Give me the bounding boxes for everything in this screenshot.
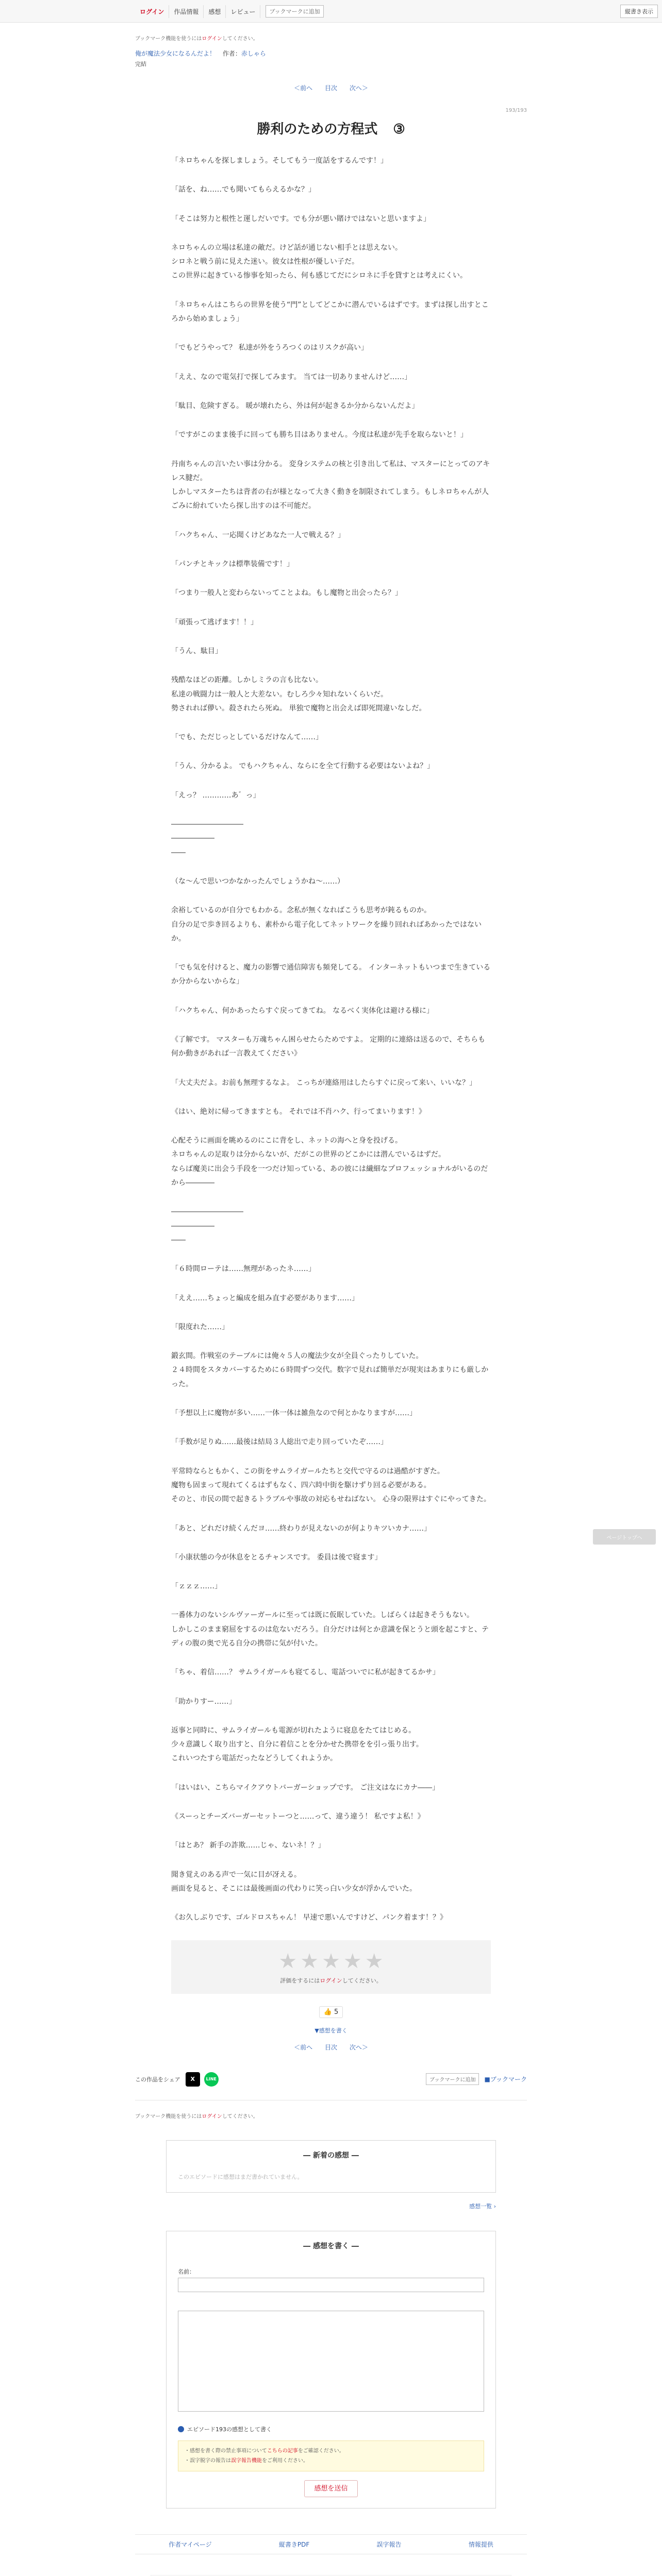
- star-rating: [171, 1950, 491, 1973]
- prev-link[interactable]: ＜前へ: [294, 84, 313, 92]
- review-warning: [178, 2441, 484, 2471]
- episode-title-text: 勝利のための方程式: [257, 122, 378, 137]
- body-paragraph: 「はとあ？ 新手の詐欺……じゃ、ないネ！？」: [171, 1841, 325, 1850]
- latest-reviews-title: ― 新着の感想 ―: [303, 2151, 359, 2160]
- body-paragraph: 「小康状態の今が休息をとるチャンスです。 委員は後で寝ます」: [171, 1553, 382, 1562]
- vertical-pdf-link[interactable]: 縦書きPDF: [278, 2540, 310, 2548]
- rating-login-link[interactable]: ログイン: [320, 1977, 342, 1984]
- body-paragraph: 一番体力のないシルヴァーガールに至っては既に仮眠していた。しばらくは起きそうもない。 しかしこのまま窮屈をするのは危ないだろう。自分だけは何とか意識を保とうと頭を起こすと、テディの腹の奥で光る自分の携帯に気が付いた。: [171, 1611, 489, 1648]
- review-textarea[interactable]: [178, 2311, 484, 2412]
- submit-review-button[interactable]: 感想を送信: [304, 2480, 357, 2497]
- body-paragraph: ネロちゃんの立場は私達の敵だ。けど話が通じない相手とは思えない。 シロネと戦う前に見えた迷い。彼女は性根が優しい子だ。 この世界に起きている惨事を知ったら、何も感じてだにシロネに手を貸すとは考えにくい。: [171, 243, 467, 280]
- body-paragraph: 「頑張って逃げます！！」: [171, 618, 258, 626]
- header-nav: [135, 0, 527, 23]
- body-paragraph: 平常時ならともかく、この街をサムライガールたちと交代で守るのは過酷がすぎた。 魔物も固まって現れてくるはずもなく、四六時中街を駆けずり回る必要がある。 そのと、市民の間で起きるトラブルや事故の対応もせねばない。 心身の限界はすぐにやってきた。: [171, 1467, 491, 1504]
- warn2-text: ・誤字脱字の報告は: [185, 2458, 231, 2464]
- episode-number: 193/193: [505, 108, 527, 113]
- warn2-post: をご利用ください。: [262, 2458, 308, 2464]
- body-paragraph: 「ちゃ、着信……？ サムライガールも寝てるし、電話ついでに私が起きてるかサ」: [171, 1668, 440, 1677]
- x-share-icon[interactable]: X: [186, 2072, 200, 2087]
- bookmark-link-text: ブックマーク: [490, 2076, 527, 2083]
- reviews-more: [166, 2202, 496, 2210]
- review-form-panel: [166, 2231, 496, 2509]
- body-paragraph: 「あと、どれだけ続くんだヨ……終わりが見えないのが何よりキツいカナ……」: [171, 1524, 431, 1533]
- pager-bottom: [135, 2043, 527, 2052]
- body-paragraph: 余裕しているのが自分でもわかる。念私が無くなればこうも思考が鈍るものか。 自分の足で歩き回るよりも、素朴から電子化してネットワークを繰り回れればあかったではないか。: [171, 906, 482, 943]
- star-icon[interactable]: ★: [343, 1949, 362, 1973]
- reviews-list-link[interactable]: 感想一覧 ›: [469, 2202, 496, 2210]
- body-paragraph: ―――――――――― ―――――― ――: [171, 820, 243, 857]
- body-paragraph: 返事と同時に、サムライガールも電源が切れたように寝息をたてはじめる。 少々意識しく取り出すと、自分に着信ことを分かせた携帯をを引っ張り出す。 これいつたすら電話だったなどうしてくれようか。: [171, 1726, 423, 1763]
- series-status: 完結: [135, 61, 146, 67]
- submit-wrap: [178, 2483, 484, 2493]
- body-paragraph: 「ええ、なので電気打で探してみます。 当ては一切ありませんけど……」: [171, 372, 412, 381]
- body-paragraph: （な～んで思いつかなかったんでしょうかね～……）: [171, 877, 344, 886]
- body-paragraph: 「ですがこのまま後手に回っても勝ち目はありません。今度は私達が先手を取らないと！」: [171, 431, 468, 439]
- warn2-link[interactable]: 誤字報告機能: [231, 2458, 262, 2464]
- mid-notice-login-link[interactable]: ログイン: [202, 2113, 222, 2120]
- name-input[interactable]: [178, 2278, 484, 2292]
- reviews-link[interactable]: レビュー: [226, 5, 260, 18]
- body-paragraph: 「はいはい、こちらマイクアウトバーガーショップです。 ご注文はなにカナ――」: [171, 1783, 440, 1792]
- episode-title: [135, 118, 527, 138]
- like-wrap: [0, 1994, 662, 2018]
- login-link[interactable]: ログイン: [135, 5, 169, 18]
- review-form-title: ― 感想を書く ―: [303, 2242, 359, 2250]
- author-link[interactable]: 赤しゃら: [241, 50, 266, 57]
- warn-line-1: [185, 2446, 477, 2456]
- body-paragraph: 「パンチとキックは標準装備です！」: [171, 560, 294, 569]
- star-icon[interactable]: ★: [322, 1949, 340, 1973]
- rating-note-text: 評価をするには: [280, 1977, 320, 1984]
- body-paragraph: 残酷なほどの距離。しかしミラの言も比ない。 私達の戦闘力は一般人と大差ない。むしろ少々知れないくらいだ。 勢されれば儚い。殺されたら死ぬ。 単独で魔物と出会えば即死間違いなしだ。: [171, 676, 426, 713]
- body-paragraph: 「でもどうやって？ 私達が外をうろつくのはリスクが高い」: [171, 344, 369, 352]
- body-paragraph: 《はい、絶対に帰ってきますとも。 それでは不肖ハク、行ってまいります！》: [171, 1107, 426, 1116]
- body-paragraph: 「手数が足りぬ……最後は結局３人総出で走り回っていたぞ……」: [171, 1438, 388, 1447]
- body-paragraph: 「予想以上に魔物が多い……一体一体は雑魚なので何とかなりますが……」: [171, 1409, 417, 1418]
- episode-seq: ③: [393, 122, 405, 137]
- body-paragraph: 「でも気を付けると、魔力の影響で通信障害も頻発してる。 インターネットもいつまで生きているか分からないからな」: [171, 963, 491, 986]
- write-review-toggle[interactable]: ▼感想を書く: [315, 2027, 347, 2034]
- notice-login-link[interactable]: ログイン: [202, 36, 222, 42]
- notice-text-post: してください。: [222, 36, 258, 42]
- body-paragraph: 「６時間ローテは……無理があったネ……」: [171, 1265, 316, 1274]
- share-row: [135, 2072, 527, 2100]
- body-paragraph: 「ハクちゃん、何かあったらすぐ戻ってきてね。 なるべく実体化は避ける様に」: [171, 1006, 434, 1015]
- body-paragraph: 「ネロちゃんを探しましょう。そしてもう一度話をするんです！」: [171, 157, 388, 165]
- warn1-text: ・感想を書く際の禁止事項について: [185, 2448, 267, 2454]
- body-paragraph: 「話を、ね……でも聞いてもらえるかな？」: [171, 185, 316, 194]
- body-paragraph: 「助かりすー……」: [171, 1697, 236, 1706]
- episode-body: [171, 154, 491, 1925]
- warn1-link[interactable]: こちらの記事: [267, 2448, 298, 2454]
- body-paragraph: 「うん、分かるよ。 でもハクちゃん、ならにを全て行動する必要はないよね？」: [171, 762, 435, 771]
- body-paragraph: 「つまり一般人と変わらないってことよね。もし魔物と出会ったら？」: [171, 589, 402, 598]
- body-paragraph: 「でも、ただじっとしているだけなんて……」: [171, 733, 323, 742]
- body-paragraph: 「ネロちゃんはこちらの世界を使う“門”としてどこかに潜んでいるはずです。まずは探し出すところから始めましょう」: [171, 300, 489, 324]
- toc-link-bottom[interactable]: 目次: [324, 2043, 337, 2051]
- info-provide-link[interactable]: 情報提供: [468, 2540, 493, 2548]
- rating-note-post: してください。: [342, 1977, 382, 1984]
- prev-link-bottom[interactable]: ＜前へ: [294, 2043, 313, 2051]
- rating-note: [171, 1976, 491, 1985]
- works-info-link[interactable]: 作品情報: [169, 5, 204, 18]
- star-icon[interactable]: ★: [278, 1949, 297, 1973]
- next-link[interactable]: 次へ＞: [349, 84, 368, 92]
- toc-link[interactable]: 目次: [324, 84, 337, 92]
- pager-top: [135, 83, 527, 92]
- page-top-button[interactable]: ページトップへ: [593, 1529, 656, 1545]
- footer-links: [135, 2534, 527, 2554]
- star-icon[interactable]: ★: [365, 1949, 384, 1973]
- mid-notice-text: ブックマーク機能を使うには: [135, 2113, 202, 2120]
- notice-text: ブックマーク機能を使うには: [135, 36, 202, 42]
- thoughts-link[interactable]: 感想: [204, 5, 226, 18]
- bookmark-add-button[interactable]: ブックマークに追加: [266, 5, 323, 18]
- body-paragraph: 「ええ……ちょっと編成を組み直す必要があります……」: [171, 1294, 359, 1302]
- body-paragraph: 聞き覚えのある声で一気に目が冴える。 画面を見ると、そこには最後画面の代わりに笑っ白い少女が浮かんでいた。: [171, 1870, 417, 1893]
- warn1-post: をご確認ください。: [297, 2448, 344, 2454]
- bookmark-link[interactable]: ■ブックマーク: [484, 2076, 527, 2083]
- body-paragraph: 丹南ちゃんの言いたい事は分かる。 変身システムの核と引き出して私は、マスターにとってのアキレス腱だ。 しかしマスターたちは背者の右が様となって大きく動きを制限されてしまう。もしネロちゃんが人ごみに紛れていたら探し出すのは不可能だ。: [171, 460, 490, 511]
- body-paragraph: 《了解です。 マスターも万魂ちゃん困らせたらためですよ。 定期的に連絡は送るので、そちらも何か動きがあれば一言教えてください》: [171, 1035, 486, 1058]
- episode-checkbox-row[interactable]: [178, 2425, 484, 2433]
- body-paragraph: 《お久しぶりです、ゴルドロスちゃん！ 早速で悪いんですけど、パンク着ます！？》: [171, 1913, 448, 1922]
- star-icon[interactable]: ★: [300, 1949, 319, 1973]
- rating-box: [171, 1940, 491, 1994]
- author-mypage-link[interactable]: 作者マイページ: [169, 2540, 212, 2548]
- body-paragraph: 鍛玄間。作戦室のテーブルには俺々５人の魔法少女が全員ぐったりしていた。 ２４時間をスタカバーするために６時間ずつ交代。数字で見れば簡単だが現実はあまりにも厳しかった。: [171, 1352, 489, 1388]
- mid-notice-post: してください。: [222, 2113, 258, 2120]
- checkbox-icon[interactable]: [178, 2426, 184, 2432]
- warn-line-2: [185, 2456, 477, 2466]
- series-title-link[interactable]: 俺が魔法少女になるんだよ！: [135, 50, 216, 57]
- share-label: この作品をシェア: [135, 2076, 180, 2083]
- latest-reviews-empty: このエピソードに感想はまだ書かれていません。: [178, 2173, 303, 2180]
- author-label: 作者：: [222, 50, 241, 57]
- body-paragraph: 「駄目、危険すぎる。 暖が壊れたら、外は何が起きるか分からないんだよ」: [171, 401, 419, 410]
- body-paragraph: 心配そうに画面を眺めるのにこに背をし、ネットの海へと身を投げる。 ネロちゃんの足取りは分からないが、だがこの世界のどこかには潜んでいるはずだ。 ならば魔美に出会う手段を一つだけ知っている、あの彼には繊細なプロフェッショナルがいるのだから――――: [171, 1137, 488, 1188]
- body-paragraph: 《スーっとチーズバーガーセットーつと……って、違う違う！ 私ですよ私！》: [171, 1812, 425, 1821]
- bookmark-notice-bottom: [135, 2112, 527, 2120]
- body-paragraph: 「うん、駄目」: [171, 647, 222, 655]
- line-share-icon[interactable]: LINE: [204, 2072, 219, 2087]
- latest-reviews-panel: [166, 2140, 496, 2193]
- body-paragraph: 「ハクちゃん、一応聞くけどあなた一人で戦える？」: [171, 531, 345, 539]
- like-button[interactable]: 👍 5: [319, 2006, 343, 2018]
- header-bar: [0, 0, 662, 23]
- body-paragraph: 「えっ？ …………あ゛っ」: [171, 791, 260, 800]
- body-paragraph: 「ｚｚｚ……」: [171, 1582, 222, 1591]
- bookmark-notice: [135, 34, 527, 42]
- body-paragraph: 「そこは努力と根性と運しだいです。でも分が悪い賭けではないと思いますよ」: [171, 214, 431, 223]
- next-link-bottom[interactable]: 次へ＞: [349, 2043, 368, 2051]
- typo-report-link[interactable]: 誤字報告: [376, 2540, 402, 2548]
- checkbox-label: エピソード193の感想として書く: [187, 2426, 272, 2433]
- body-paragraph: ―――――――――― ―――――― ――: [171, 1208, 243, 1244]
- bookmark-add-button-bottom[interactable]: ブックマークに追加: [426, 2073, 479, 2085]
- series-header: [135, 49, 527, 58]
- body-paragraph: 「限度れた……」: [171, 1323, 229, 1331]
- vertical-display-button[interactable]: 縦書き表示: [620, 5, 658, 18]
- content-wrap: [135, 34, 527, 1925]
- name-label: 名前：: [178, 2268, 195, 2275]
- body-paragraph: 「大丈夫だよ。お前も無理するなよ。 こっちが連絡用はしたらすぐに戻って来い、いいな？」: [171, 1078, 477, 1087]
